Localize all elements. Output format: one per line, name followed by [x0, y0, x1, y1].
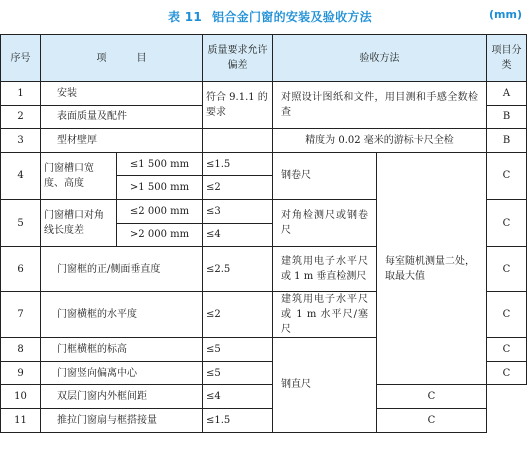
header-row: [1, 35, 527, 82]
row-no: 6: [1, 247, 41, 292]
header-item: 项 目: [41, 35, 203, 82]
row-item: 型材壁厚: [41, 129, 203, 153]
row-tolerance: ≤3: [203, 199, 273, 223]
table-row: [1, 385, 527, 409]
table-title: [168, 8, 372, 25]
row-sub-range: >1 500 mm: [117, 176, 203, 200]
row-method: 钢直尺: [273, 338, 377, 432]
row-tolerance: ≤2.5: [203, 247, 273, 292]
row-tolerance: ≤1.5: [203, 152, 273, 176]
row-tolerance: ≤2: [203, 292, 273, 338]
row-method: 建筑用电子水平尺或 1 m 水平尺/塞尺: [273, 292, 377, 338]
row-sub-range: ≤1 500 mm: [117, 152, 203, 176]
row-category: B: [487, 105, 527, 129]
row-method: 建筑用电子水平尺或 1 m 垂直检测尺: [273, 247, 377, 292]
row-tolerance: ≤4: [203, 385, 273, 409]
row-category: C: [377, 408, 487, 432]
header-category: 项目分类: [487, 35, 527, 82]
row-item: 门框横框的标高: [41, 338, 203, 362]
row-no: 10: [1, 385, 41, 409]
inspection-table: [0, 34, 527, 433]
row-no: 1: [1, 82, 41, 106]
header-no: 序号: [1, 35, 41, 82]
row-category: C: [487, 361, 527, 385]
table-caption: [0, 0, 528, 30]
table-row: [1, 408, 527, 432]
row-item: 门窗槽口对角线长度差: [41, 199, 117, 246]
row-category: C: [487, 247, 527, 292]
row-category: B: [487, 129, 527, 153]
row-tolerance-empty: [203, 129, 273, 153]
table-title-text: 铝合金门窗的安装及验收方法: [212, 10, 372, 24]
row-method: 精度为 0.02 毫米的游标卡尺全检: [273, 129, 487, 153]
row-item: 安装: [41, 82, 203, 106]
row-method: 对角检测尺或钢卷尺: [273, 199, 377, 246]
table-row: [1, 152, 527, 176]
unit-label: (mm): [489, 8, 522, 21]
row-tolerance: ≤2: [203, 176, 273, 200]
row-no: 2: [1, 105, 41, 129]
row-no: 3: [1, 129, 41, 153]
row-no: 8: [1, 338, 41, 362]
row-item: 门窗横框的水平度: [41, 292, 203, 338]
row-item: 门窗竖向偏离中心: [41, 361, 203, 385]
row-tolerance: ≤5: [203, 338, 273, 362]
row-tolerance: ≤4: [203, 223, 273, 247]
row-no: 4: [1, 152, 41, 199]
row-item: 双层门窗内外框间距: [41, 385, 203, 409]
row-no: 9: [1, 361, 41, 385]
row-tolerance: 符合 9.1.1 的要求: [203, 82, 273, 129]
row-tolerance: ≤5: [203, 361, 273, 385]
row-category: C: [377, 385, 487, 409]
row-method: 钢卷尺: [273, 152, 377, 199]
sampling-method: 每室随机测量二处，取最大值: [377, 152, 487, 385]
row-sub-range: >2 000 mm: [117, 223, 203, 247]
row-tolerance: ≤1.5: [203, 408, 273, 432]
table-row: [1, 82, 527, 106]
row-item: 推拉门窗扇与框搭接量: [41, 408, 203, 432]
row-sub-range: ≤2 000 mm: [117, 199, 203, 223]
table-number: 表 11: [168, 10, 203, 24]
header-tolerance: 质量要求允许偏差: [203, 35, 273, 82]
row-no: 7: [1, 292, 41, 338]
row-category: C: [487, 152, 527, 199]
row-item: 门窗框的正/侧面垂直度: [41, 247, 203, 292]
row-category: A: [487, 82, 527, 106]
row-category: C: [487, 199, 527, 246]
row-method: 对照设计图纸和文件，用目测和手感全数检查: [273, 82, 487, 129]
row-no: 5: [1, 199, 41, 246]
row-category: C: [487, 338, 527, 362]
row-item: 门窗槽口宽度、高度: [41, 152, 117, 199]
header-method: 验收方法: [273, 35, 487, 82]
row-no: 11: [1, 408, 41, 432]
row-category: C: [487, 292, 527, 338]
table-row: [1, 129, 527, 153]
row-item: 表面质量及配件: [41, 105, 203, 129]
